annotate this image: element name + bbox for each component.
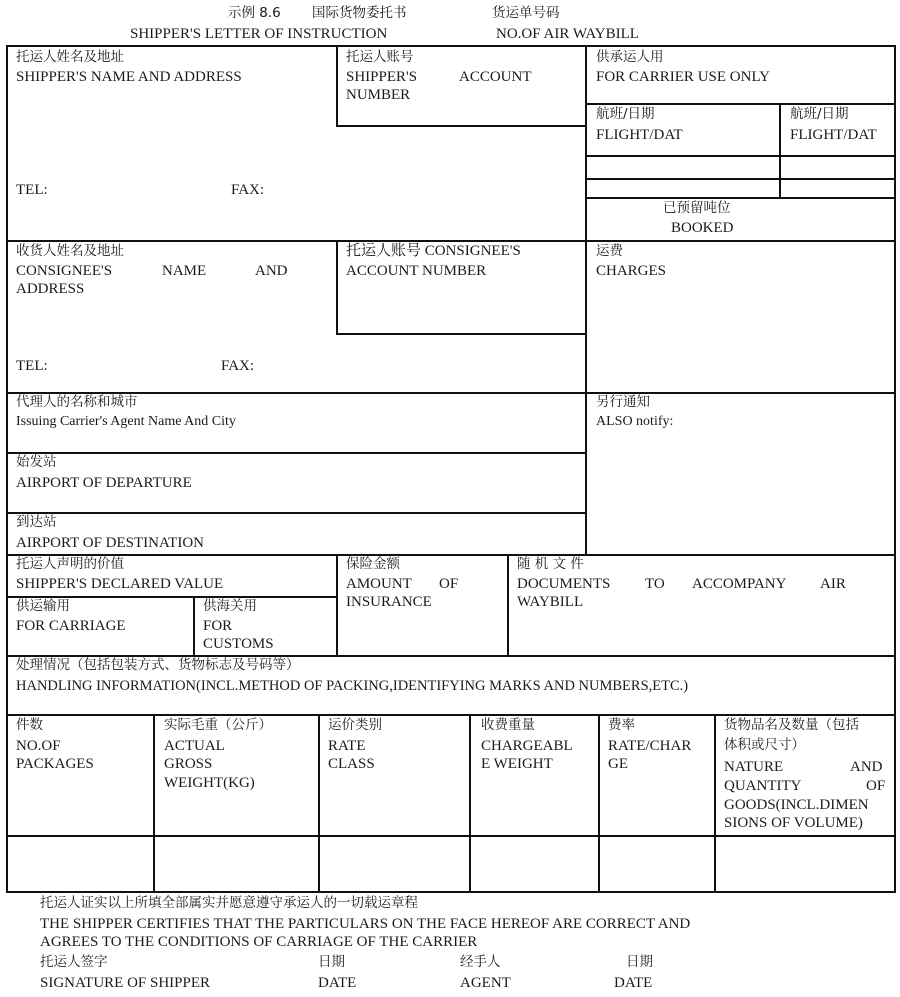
col-packages-en-2: PACKAGES xyxy=(16,756,94,772)
carrier-use-label-cn: 供承运人用 xyxy=(596,49,664,65)
col-rate-charge-en-1: RATE/CHAR xyxy=(608,738,692,754)
consignee-account-label: 托运人账号 CONSIGNEE'S xyxy=(346,243,521,259)
consignee-fax-label: FAX: xyxy=(221,358,255,374)
shipper-fax-label: FAX: xyxy=(231,182,265,198)
for-customs-label-cn: 供海关用 xyxy=(203,598,257,614)
shipper-tel-label: TEL: xyxy=(16,182,48,198)
destination-label-cn: 到达站 xyxy=(16,514,57,530)
col-nature-goods-en-5: GOODS(INCL.DIMEN xyxy=(724,797,869,813)
departure-label-cn: 始发站 xyxy=(16,454,57,470)
agent-label-en: Issuing Carrier's Agent Name And City xyxy=(16,414,236,429)
certification-en-1: THE SHIPPER CERTIFIES THAT THE PARTICULARS ON THE FACE HEREOF ARE CORRECT AND xyxy=(40,916,691,932)
col-gross-weight-en-3: WEIGHT(KG) xyxy=(164,775,255,791)
shipper-label-en: SHIPPER'S NAME AND ADDRESS xyxy=(16,69,242,85)
col-rate-charge-cn: 费率 xyxy=(608,717,635,733)
col-nature-goods-en-2: AND xyxy=(850,759,883,775)
consignee-label-en-3: AND xyxy=(255,263,288,279)
col-chargeable-weight-en-2: E WEIGHT xyxy=(481,756,553,772)
col-gross-weight-en-1: ACTUAL xyxy=(164,738,225,754)
shipper-account-label-en-3: NUMBER xyxy=(346,87,411,103)
also-notify-label-en: ALSO notify: xyxy=(596,414,674,429)
shipper-account-label-en-2: ACCOUNT xyxy=(459,69,532,85)
consignee-account-label-en: ACCOUNT NUMBER xyxy=(346,263,487,279)
agent-sign-label-cn: 经手人 xyxy=(460,954,501,970)
insurance-label-en-1: AMOUNT xyxy=(346,576,412,592)
col-gross-weight-en-2: GROSS xyxy=(164,756,213,772)
signature-label-en: SIGNATURE OF SHIPPER xyxy=(40,975,211,991)
waybill-no-en: NO.OF AIR WAYBILL xyxy=(496,26,639,42)
carrier-use-label-en: FOR CARRIER USE ONLY xyxy=(596,69,770,85)
col-gross-weight-cn: 实际毛重（公斤） xyxy=(164,717,272,733)
departure-label-en: AIRPORT OF DEPARTURE xyxy=(16,475,192,491)
declared-value-label-cn: 托运人声明的价值 xyxy=(16,556,124,572)
col-rate-class-en-2: CLASS xyxy=(328,756,375,772)
for-carriage-label-cn: 供运输用 xyxy=(16,598,70,614)
insurance-label-cn: 保险金额 xyxy=(346,556,400,572)
date1-label-en: DATE xyxy=(318,975,357,991)
col-nature-goods-en-3: QUANTITY xyxy=(724,778,802,794)
booked-label-en: BOOKED xyxy=(671,220,734,236)
destination-label-en: AIRPORT OF DESTINATION xyxy=(16,535,204,551)
form-title-cn: 国际货物委托书 xyxy=(312,5,407,21)
documents-label-en-4: AIR xyxy=(820,576,846,592)
documents-label-en-2: TO xyxy=(645,576,665,592)
date2-label-en: DATE xyxy=(614,975,653,991)
col-packages-cn: 件数 xyxy=(16,717,43,733)
col-rate-charge-en-2: GE xyxy=(608,756,628,772)
col-nature-goods-cn: 货物品名及数量（包括 xyxy=(724,717,859,733)
flight1-label-cn: 航班/日期 xyxy=(596,106,655,122)
handling-label-en: HANDLING INFORMATION(INCL.METHOD OF PACKING,IDENTIFYING MARKS AND NUMBERS,ETC.) xyxy=(16,678,689,694)
signature-label-cn: 托运人签字 xyxy=(40,954,108,970)
flight2-label-en: FLIGHT/DAT xyxy=(790,127,877,143)
for-carriage-label-en: FOR CARRIAGE xyxy=(16,618,126,634)
agent-label-cn: 代理人的名称和城市 xyxy=(16,394,138,410)
col-nature-goods-cn-2: 体积或尺寸） xyxy=(724,737,805,753)
col-rate-class-en-1: RATE xyxy=(328,738,366,754)
shipper-label-cn: 托运人姓名及地址 xyxy=(16,49,124,65)
consignee-label-en-1: CONSIGNEE'S xyxy=(16,263,113,279)
date1-label-cn: 日期 xyxy=(318,954,345,970)
for-customs-label-en-2: CUSTOMS xyxy=(203,636,274,652)
col-nature-goods-en-1: NATURE xyxy=(724,759,784,775)
insurance-label-en-3: INSURANCE xyxy=(346,594,432,610)
col-chargeable-weight-en-1: CHARGEABL xyxy=(481,738,573,754)
certification-en-2: AGREES TO THE CONDITIONS OF CARRIAGE OF THE CARRIER xyxy=(40,934,478,950)
waybill-no-cn: 货运单号码 xyxy=(492,5,560,21)
shipper-account-label-en-1: SHIPPER'S xyxy=(346,69,418,85)
date2-label-cn: 日期 xyxy=(626,954,653,970)
col-nature-goods-en-4: OF xyxy=(866,778,886,794)
consignee-label-en-2: NAME xyxy=(162,263,207,279)
documents-label-en-1: DOCUMENTS xyxy=(517,576,611,592)
insurance-label-en-2: OF xyxy=(439,576,459,592)
consignee-label-cn: 收货人姓名及地址 xyxy=(16,243,124,259)
shipper-account-label-cn: 托运人账号 xyxy=(346,49,414,65)
col-packages-en-1: NO.OF xyxy=(16,738,61,754)
certification-cn: 托运人证实以上所填全部属实并愿意遵守承运人的一切载运章程 xyxy=(40,895,418,911)
documents-label-en-5: WAYBILL xyxy=(517,594,584,610)
flight1-label-en: FLIGHT/DAT xyxy=(596,127,683,143)
form-title-en: SHIPPER'S LETTER OF INSTRUCTION xyxy=(130,26,388,42)
documents-label-en-3: ACCOMPANY xyxy=(692,576,787,592)
col-nature-goods-en-6: SIONS OF VOLUME) xyxy=(724,815,863,831)
handling-label-cn: 处理情况（包括包装方式、货物标志及号码等） xyxy=(16,657,300,673)
col-rate-class-cn: 运价类别 xyxy=(328,717,382,733)
flight2-label-cn: 航班/日期 xyxy=(790,106,849,122)
agent-sign-label-en: AGENT xyxy=(460,975,511,991)
documents-label-cn: 随 机 文 件 xyxy=(517,556,584,572)
example-number: 示例 8.6 xyxy=(228,5,281,21)
booked-label-cn: 已预留吨位 xyxy=(663,200,731,216)
charges-label-en: CHARGES xyxy=(596,263,667,279)
for-customs-label-en-1: FOR xyxy=(203,618,233,634)
charges-label-cn: 运费 xyxy=(596,243,623,259)
declared-value-label-en: SHIPPER'S DECLARED VALUE xyxy=(16,576,224,592)
consignee-label-en-4: ADDRESS xyxy=(16,281,85,297)
also-notify-label-cn: 另行通知 xyxy=(596,394,650,410)
col-chargeable-weight-cn: 收费重量 xyxy=(481,717,535,733)
consignee-tel-label: TEL: xyxy=(16,358,48,374)
